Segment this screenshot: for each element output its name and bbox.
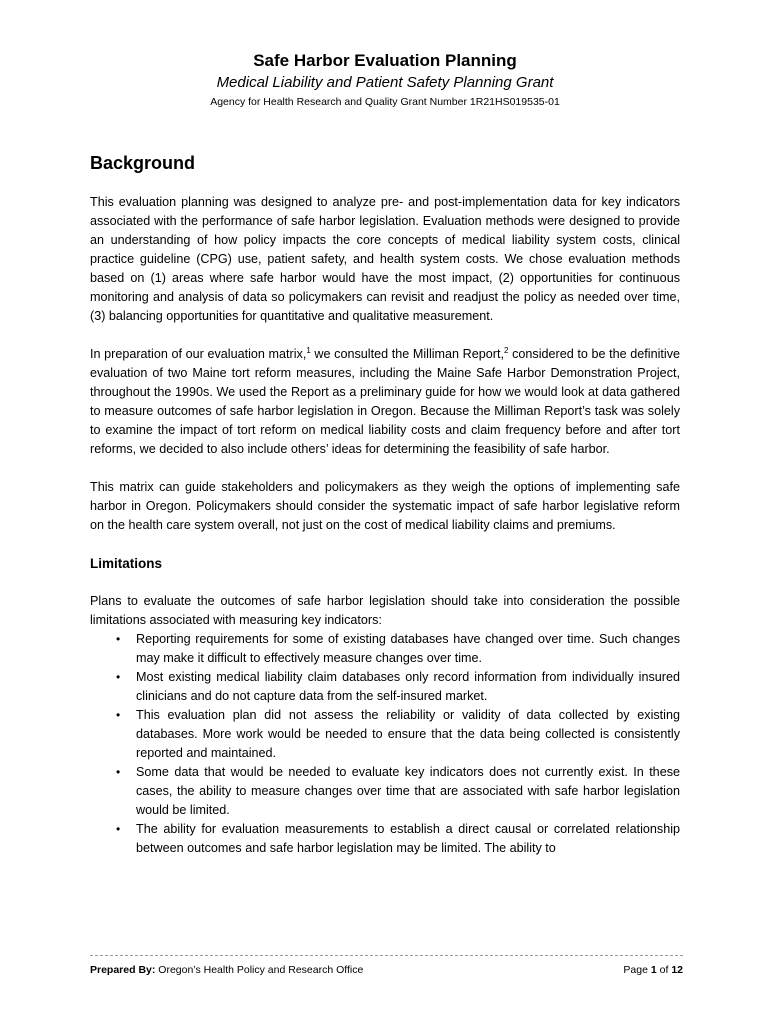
list-item (90, 630, 680, 668)
limitations-list (90, 630, 680, 858)
footnote-ref-2: 2 (504, 346, 509, 355)
list-item (90, 763, 680, 820)
limitations-heading: Limitations (90, 556, 163, 571)
document-subtitle: Medical Liability and Patient Safety Planning Grant (216, 74, 554, 91)
grant-number: Agency for Health Research and Quality Grant Number 1R21HS019535-01 (210, 96, 560, 108)
list-item (90, 820, 680, 858)
footnote-ref-1: 1 (306, 346, 311, 355)
list-item-text: Some data that would be needed to evaluate key indicators does not currently exist. In these cases, the ability to measure changes over time that are associated with safe harbor legislation would be limited. (136, 765, 680, 817)
background-heading: Background (90, 153, 196, 173)
bullet-icon: • (116, 708, 121, 722)
list-item (90, 668, 680, 706)
bullet-icon: • (116, 765, 121, 779)
prepared-by (90, 962, 363, 978)
bullet-icon: • (116, 632, 121, 646)
limitations-intro: Plans to evaluate the outcomes of safe harbor legislation should take into consideration the possible limitations associated with measuring key indicators: (90, 594, 680, 627)
paragraph-2-text-a: In preparation of our evaluation matrix, (90, 347, 307, 361)
page-current: 1 (650, 964, 657, 976)
list-item-text: This evaluation plan did not assess the reliability or validity of data collected by existing databases. More work would be needed to ensure that the data being collected is consistently reported and maintained. (136, 708, 680, 760)
background-paragraph-1: This evaluation planning was designed to analyze pre- and post-implementation data for key indicators associated with the performance of safe harbor legislation. Evaluation methods were designed to provide an understanding of how policy impacts the core concepts of medical liability system costs, clinical practice guideline (CPG) use, patient safety, and health system costs. We chose evaluation methods based on (1) areas where safe harbor would have the most impact, (2) opportunities for continuous monitoring and analysis of data so policymakers can revisit and readjust the policy as needed over time, (3) balancing opportunities for quantitative and qualitative measurement. (90, 195, 680, 323)
list-item (90, 706, 680, 763)
paragraph-2-text-b: we consulted the Milliman Report, (310, 347, 504, 361)
footer-divider (90, 955, 683, 956)
list-item-text: Reporting requirements for some of existing databases have changed over time. Such changes may make it difficult to effectively measure changes over time. (136, 632, 680, 665)
page-word: Page (623, 964, 651, 976)
of-word: of (656, 964, 672, 976)
list-item-text: Most existing medical liability claim databases only record information from individually insured clinicians and do not capture data from the self-insured market. (136, 670, 680, 703)
list-item-text: The ability for evaluation measurements to establish a direct causal or correlated relationship between outcomes and safe harbor legislation may be limited. The ability to (136, 822, 680, 855)
document-header (90, 50, 680, 110)
document-body (90, 150, 680, 858)
bullet-icon: • (116, 822, 121, 836)
prepared-by-label: Prepared By: (90, 964, 156, 976)
background-paragraph-3: This matrix can guide stakeholders and policymakers as they weigh the options of implementing safe harbor in Oregon. Policymakers should consider the systematic impact of safe harbor legislative reform on the health care system overall, not just on the cost of medical liability claims and premiums. (90, 480, 680, 532)
paragraph-2-text-c: considered to be the definitive evaluation of two Maine tort reform measures, including the Maine Safe Harbor Demonstration Project, throughout the 1990s. We used the Report as a preliminary guide for how we would look at data gathered to measure outcomes of safe harbor legislation in Oregon. Because the Milliman Report’s task was solely to examine the impact of tort reform on medical liability costs and claim frequency before and after tort reforms, we decided to also include others’ ideas for determining the feasibility of safe harbor. (90, 347, 680, 456)
page-total: 12 (671, 964, 683, 976)
page-number (623, 962, 683, 978)
background-paragraph-2 (90, 345, 680, 459)
prepared-by-value: Oregon’s Health Policy and Research Office (155, 964, 364, 976)
bullet-icon: • (116, 670, 121, 684)
document-title: Safe Harbor Evaluation Planning (253, 51, 517, 70)
